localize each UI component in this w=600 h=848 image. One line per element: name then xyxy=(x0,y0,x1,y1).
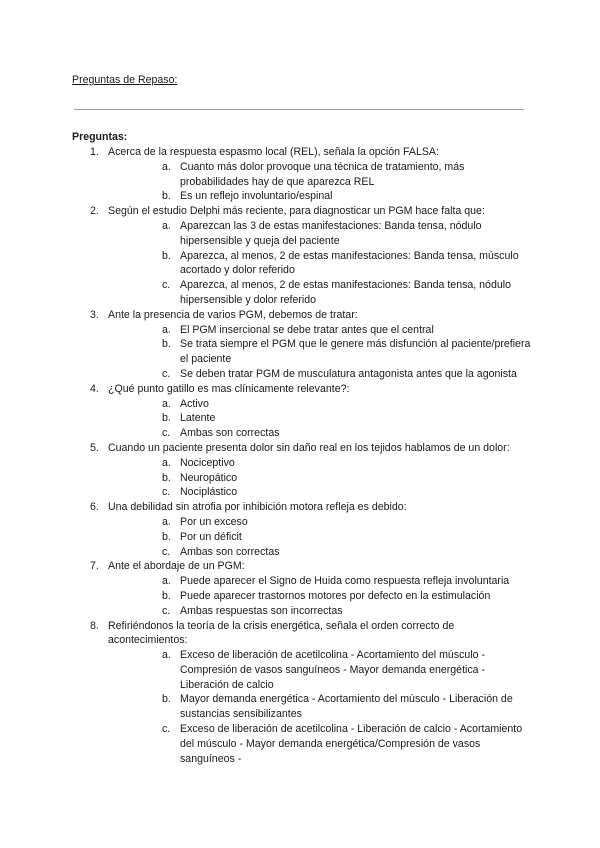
option-item xyxy=(108,589,532,604)
option-text: Puede aparecer el Signo de Huida como respuesta refleja involuntaria xyxy=(180,575,510,588)
option-letter: b. xyxy=(162,530,171,543)
document-title: Preguntas de Repaso: xyxy=(72,74,178,86)
option-text: Por un déficit xyxy=(180,530,242,543)
option-text: Mayor demanda energética - Acortamiento del músculo - Liberación de sustancias sensibilizantes xyxy=(180,693,513,721)
option-letter: b. xyxy=(162,249,171,262)
option-text: Ambas son correctas xyxy=(180,545,280,558)
option-text: Nociceptivo xyxy=(180,456,235,469)
question-text: Acerca de la respuesta espasmo local (REL), señala la opción FALSA: xyxy=(108,146,439,158)
option-item xyxy=(108,456,532,471)
section-heading: Preguntas: xyxy=(72,131,128,143)
option-item xyxy=(108,692,532,722)
option-letter: b. xyxy=(162,589,171,602)
option-item xyxy=(108,515,532,530)
question-text: Según el estudio Delphi más reciente, para diagnosticar un PGM hace falta que: xyxy=(108,205,485,218)
option-item xyxy=(108,411,532,426)
question-item xyxy=(72,619,532,767)
option-list xyxy=(108,574,532,618)
option-list xyxy=(108,456,532,500)
question-item xyxy=(72,559,532,618)
option-text: Ambas son correctas xyxy=(180,427,280,440)
option-letter: a. xyxy=(162,397,171,410)
option-item xyxy=(108,219,532,249)
option-item xyxy=(108,426,532,441)
question-text: Una debilidad sin atrofia por inhibición motora refleja es debido: xyxy=(108,501,407,514)
option-item xyxy=(108,189,532,204)
option-letter: b. xyxy=(162,471,171,484)
option-letter: a. xyxy=(162,515,171,528)
option-item xyxy=(108,574,532,589)
option-letter: a. xyxy=(162,649,171,662)
option-text: Se deben tratar PGM de musculatura antagonista antes que la agonista xyxy=(180,367,517,380)
option-letter: b. xyxy=(162,190,171,203)
question-number: 2. xyxy=(90,205,99,218)
option-letter: b. xyxy=(162,338,171,351)
option-list xyxy=(108,397,532,441)
question-item xyxy=(72,145,532,204)
option-text: Neuropático xyxy=(180,471,238,484)
option-text: Aparezcan las 3 de estas manifestaciones: Banda tensa, nódulo hipersensible y queja del paciente xyxy=(180,219,482,247)
option-text: Latente xyxy=(180,412,216,425)
question-item xyxy=(72,382,532,441)
option-text: Aparezca, al menos, 2 de estas manifestaciones: Banda tensa, nódulo hipersensible y dolor referido xyxy=(180,279,511,306)
option-text: Exceso de liberación de acetilcolina - Acortamiento del músculo - Compresión de vasos sanguíneos - Mayor demanda energética - Liberación de calcio xyxy=(180,649,486,691)
option-letter: a. xyxy=(162,219,171,232)
question-item xyxy=(72,308,532,382)
option-letter: a. xyxy=(162,160,171,173)
option-item xyxy=(108,485,532,500)
option-list xyxy=(108,219,532,308)
question-number: 8. xyxy=(90,619,99,632)
option-letter: c. xyxy=(162,545,171,558)
option-text: Se trata siempre el PGM que le genere más disfunción al paciente/prefiera el paciente xyxy=(180,338,531,366)
option-text: Aparezca, al menos, 2 de estas manifestaciones: Banda tensa, músculo acortado y dolor referido xyxy=(180,249,519,277)
option-item xyxy=(108,249,532,279)
option-letter: b. xyxy=(162,412,171,425)
option-letter: a. xyxy=(162,575,171,588)
option-list xyxy=(108,515,532,559)
option-item xyxy=(108,648,532,692)
option-letter: c. xyxy=(162,367,171,380)
option-item xyxy=(108,160,532,190)
option-list xyxy=(108,160,532,204)
option-text: El PGM insercional se debe tratar antes que el central xyxy=(180,323,434,336)
question-number: 4. xyxy=(90,382,99,395)
option-list xyxy=(108,648,532,766)
option-letter: c. xyxy=(162,486,171,499)
question-number: 7. xyxy=(90,560,99,573)
option-item xyxy=(108,278,532,308)
option-letter: a. xyxy=(162,323,171,336)
option-letter: c. xyxy=(162,723,171,736)
option-item xyxy=(108,397,532,412)
question-number: 5. xyxy=(90,441,99,454)
option-item xyxy=(108,722,532,766)
option-list xyxy=(108,323,532,382)
option-text: Puede aparecer trastornos motores por defecto en la estimulación xyxy=(180,589,491,602)
option-item xyxy=(108,545,532,560)
option-text: Activo xyxy=(180,397,209,410)
question-number: 1. xyxy=(90,146,99,158)
option-item xyxy=(108,367,532,382)
question-number: 6. xyxy=(90,501,99,514)
option-text: Ambas respuestas son incorrectas xyxy=(180,604,343,617)
question-item xyxy=(72,441,532,500)
question-text: Ante la presencia de varios PGM, debemos de tratar: xyxy=(108,308,358,321)
option-text: Cuanto más dolor provoque una técnica de tratamiento, más probabilidades hay de que aparezca REL xyxy=(180,160,465,188)
option-text: Es un reflejo involuntario/espinal xyxy=(180,190,333,203)
option-item xyxy=(108,337,532,367)
option-item xyxy=(108,604,532,619)
option-letter: c. xyxy=(162,279,171,292)
option-item xyxy=(108,323,532,338)
option-letter: c. xyxy=(162,427,171,440)
option-letter: b. xyxy=(162,693,171,706)
question-item xyxy=(72,204,532,308)
option-item xyxy=(108,471,532,486)
option-text: Por un exceso xyxy=(180,515,248,528)
option-text: Nociplástico xyxy=(180,486,238,499)
option-text: Exceso de liberación de acetilcolina - Liberación de calcio - Acortamiento del músculo - Mayor demanda energética/Compresión de vasos sanguíneos - xyxy=(180,723,523,765)
question-text: ¿Qué punto gatillo es mas clínicamente relevante?: xyxy=(108,382,350,395)
question-text: Ante el abordaje de un PGM: xyxy=(108,560,245,573)
question-item xyxy=(72,500,532,559)
option-letter: a. xyxy=(162,456,171,469)
question-text: Refiriéndonos la teoría de la crisis energética, señala el orden correcto de acontecimientos: xyxy=(108,619,455,647)
option-letter: c. xyxy=(162,604,171,617)
horizontal-divider xyxy=(74,109,524,110)
question-list xyxy=(72,145,532,766)
question-text: Cuando un paciente presenta dolor sin daño real en los tejidos hablamos de un dolor: xyxy=(108,441,510,454)
question-number: 3. xyxy=(90,308,99,321)
option-item xyxy=(108,530,532,545)
